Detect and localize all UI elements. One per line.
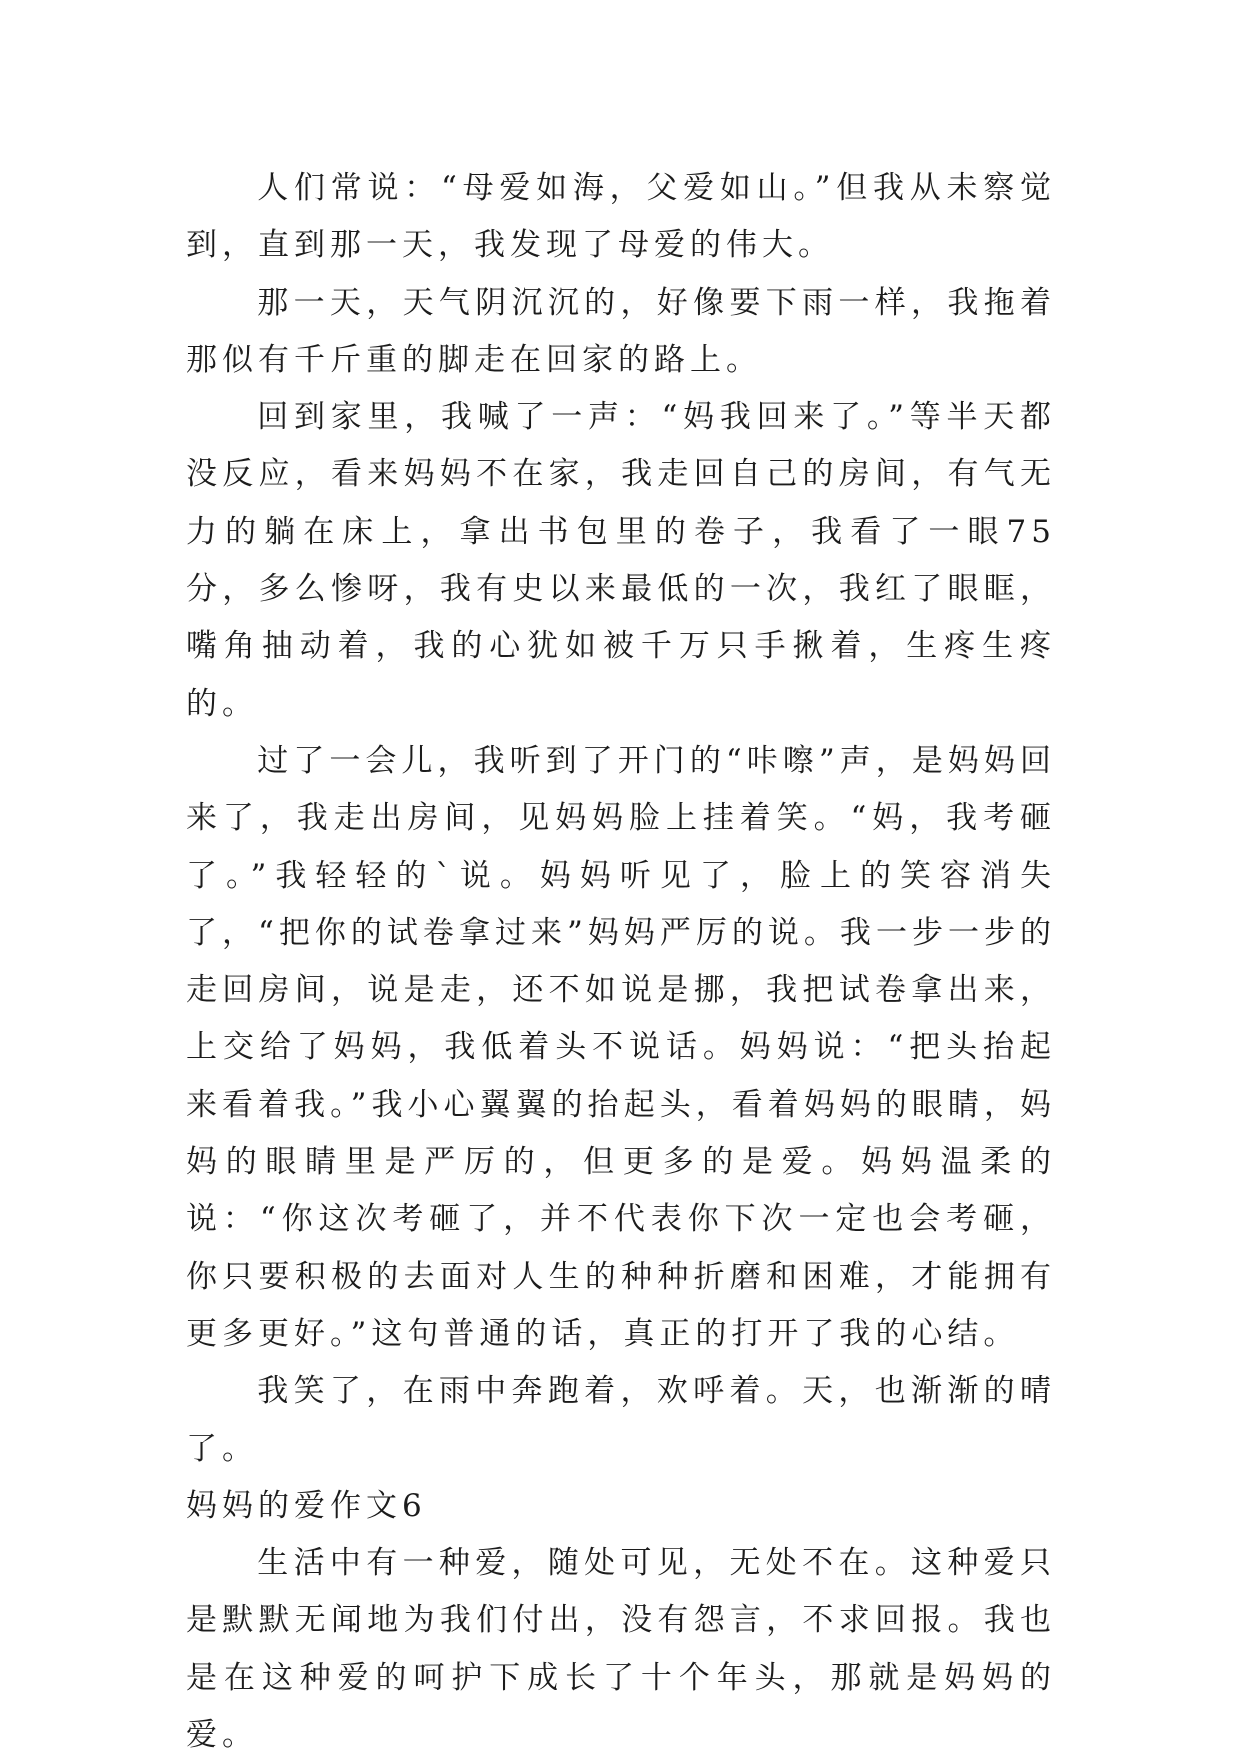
paragraph-5: 我笑了，在雨中奔跑着，欢呼着。天，也渐渐的晴了。 xyxy=(186,1373,1056,1467)
essay-heading: 妈妈的爱作文6 xyxy=(186,1487,427,1524)
paragraph-6: 生活中有一种爱，随处可见，无处不在。这种爱只是默默无闻地为我们付出，没有怨言，不求回报。我也是在这种爱的呵护下成长了十个年头，那就是妈妈的爱。 xyxy=(186,1545,1056,1754)
paragraph-1: 人们常说：“母爱如海，父爱如山。”但我从未察觉到，直到那一天，我发现了母爱的伟大。 xyxy=(186,170,1056,264)
paragraph-2: 那一天，天气阴沉沉的，好像要下雨一样，我拖着那似有千斤重的脚走在回家的路上。 xyxy=(186,284,1056,378)
essay-body xyxy=(186,160,1056,1764)
paragraph-4: 过了一会儿，我听到了开门的“咔嚓”声，是妈妈回来了，我走出房间，见妈妈脸上挂着笑。“妈，我考砸了。”我轻轻的`说。妈妈听见了，脸上的笑容消失了，“把你的试卷拿过来”妈妈严厉的说。我一步一步的走回房间，说是走，还不如说是挪，我把试卷拿出来，上交给了妈妈，我低着头不说话。妈妈说：“把头抬起来看着我。”我小心翼翼的抬起头，看着妈妈的眼睛，妈妈的眼睛里是严厉的，但更多的是爱。妈妈温柔的说：“你这次考砸了，并不代表你下次一定也会考砸，你只要积极的去面对人生的种种折磨和困难，才能拥有更多更好。”这句普通的话，真正的打开了我的心结。 xyxy=(186,742,1056,1352)
paragraph-3: 回到家里，我喊了一声：“妈我回来了。”等半天都没反应，看来妈妈不在家，我走回自己的房间，有气无力的躺在床上，拿出书包里的卷子，我看了一眼75分，多么惨呀，我有史以来最低的一次，我红了眼眶，嘴角抽动着，我的心犹如被千万只手揪着，生疼生疼的。 xyxy=(186,399,1056,722)
